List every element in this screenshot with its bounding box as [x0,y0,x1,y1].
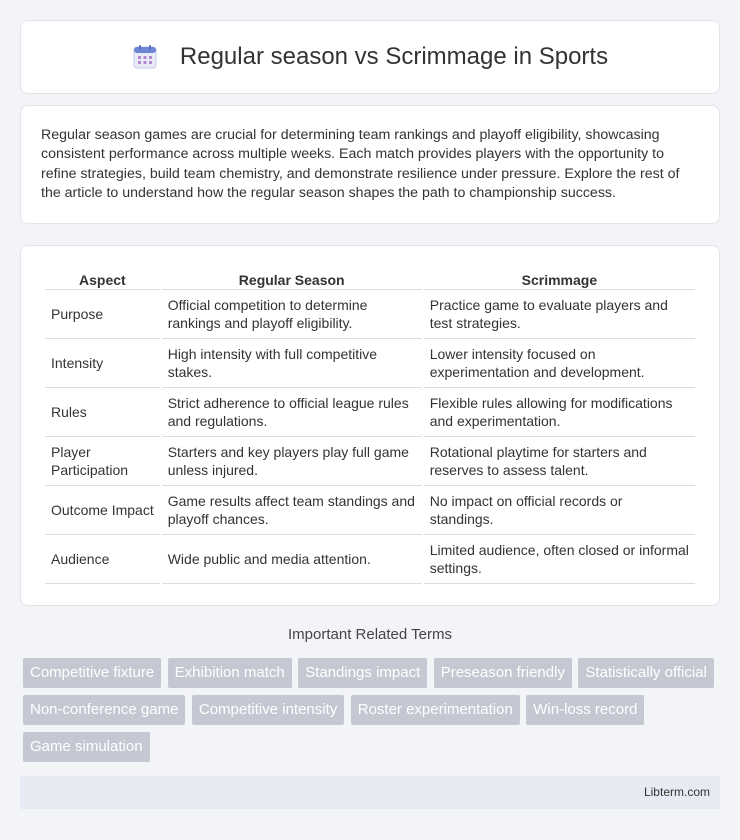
footer-site-link[interactable]: Libterm.com [643,785,710,799]
related-term-tag[interactable]: Game simulation [23,732,150,762]
cell-aspect: Intensity [45,339,160,388]
comparison-table [43,264,697,584]
cell-regular-season: Game results affect team standings and playoff chances. [162,486,422,535]
related-term-tag[interactable]: Roster experimentation [351,695,520,725]
table-row [45,535,695,584]
cell-regular-season: Starters and key players play full game unless injured. [162,437,422,486]
related-term-tag[interactable]: Exhibition match [168,658,292,688]
related-terms-list [23,658,723,769]
intro-text: Regular season games are crucial for determining team rankings and playoff eligibility, showcasing consistent performance across multiple weeks. Each match provides players with the opportunity to refine strategies, build team chemistry, and demonstrate resilience under pressure. Explore the rest of the article to understand how the regular season shapes the path to championship success. [41,127,680,202]
cell-regular-season: Wide public and media attention. [162,535,422,584]
header-regular-season: Regular Season [162,264,422,290]
related-term-tag[interactable]: Non-conference game [23,695,185,725]
cell-scrimmage: Lower intensity focused on experimentation and development. [424,339,695,388]
table-row [45,339,695,388]
cell-aspect: Outcome Impact [45,486,160,535]
cell-aspect: Rules [45,388,160,437]
related-term-tag[interactable]: Competitive fixture [23,658,161,688]
table-row [45,437,695,486]
cell-aspect: Audience [45,535,160,584]
cell-regular-season: Official competition to determine rankings and playoff eligibility. [162,290,422,339]
footer [20,776,720,809]
related-terms-title: Important Related Terms [288,626,452,643]
cell-regular-season: High intensity with full competitive stakes. [162,339,422,388]
header-aspect: Aspect [45,264,160,290]
header-scrimmage: Scrimmage [424,264,695,290]
related-term-tag[interactable]: Standings impact [298,658,427,688]
cell-scrimmage: Practice game to evaluate players and test strategies. [424,290,695,339]
cell-regular-season: Strict adherence to official league rules and regulations. [162,388,422,437]
related-term-tag[interactable]: Statistically official [578,658,713,688]
cell-scrimmage: Limited audience, often closed or informal settings. [424,535,695,584]
comparison-table-card [20,245,720,606]
table-row [45,290,695,339]
related-term-tag[interactable]: Preseason friendly [434,658,572,688]
cell-scrimmage: Flexible rules allowing for modifications and experimentation. [424,388,695,437]
related-term-tag[interactable]: Win-loss record [526,695,644,725]
intro-card [20,105,720,224]
table-row [45,486,695,535]
cell-aspect: Player Participation [45,437,160,486]
table-row [45,388,695,437]
page-title: Regular season vs Scrimmage in Sports [179,43,609,70]
cell-scrimmage: Rotational playtime for starters and reserves to assess talent. [424,437,695,486]
related-term-tag[interactable]: Competitive intensity [192,695,344,725]
calendar-icon [132,44,158,70]
table-header-row [45,264,695,290]
header-card [20,20,720,94]
cell-aspect: Purpose [45,290,160,339]
cell-scrimmage: No impact on official records or standings. [424,486,695,535]
